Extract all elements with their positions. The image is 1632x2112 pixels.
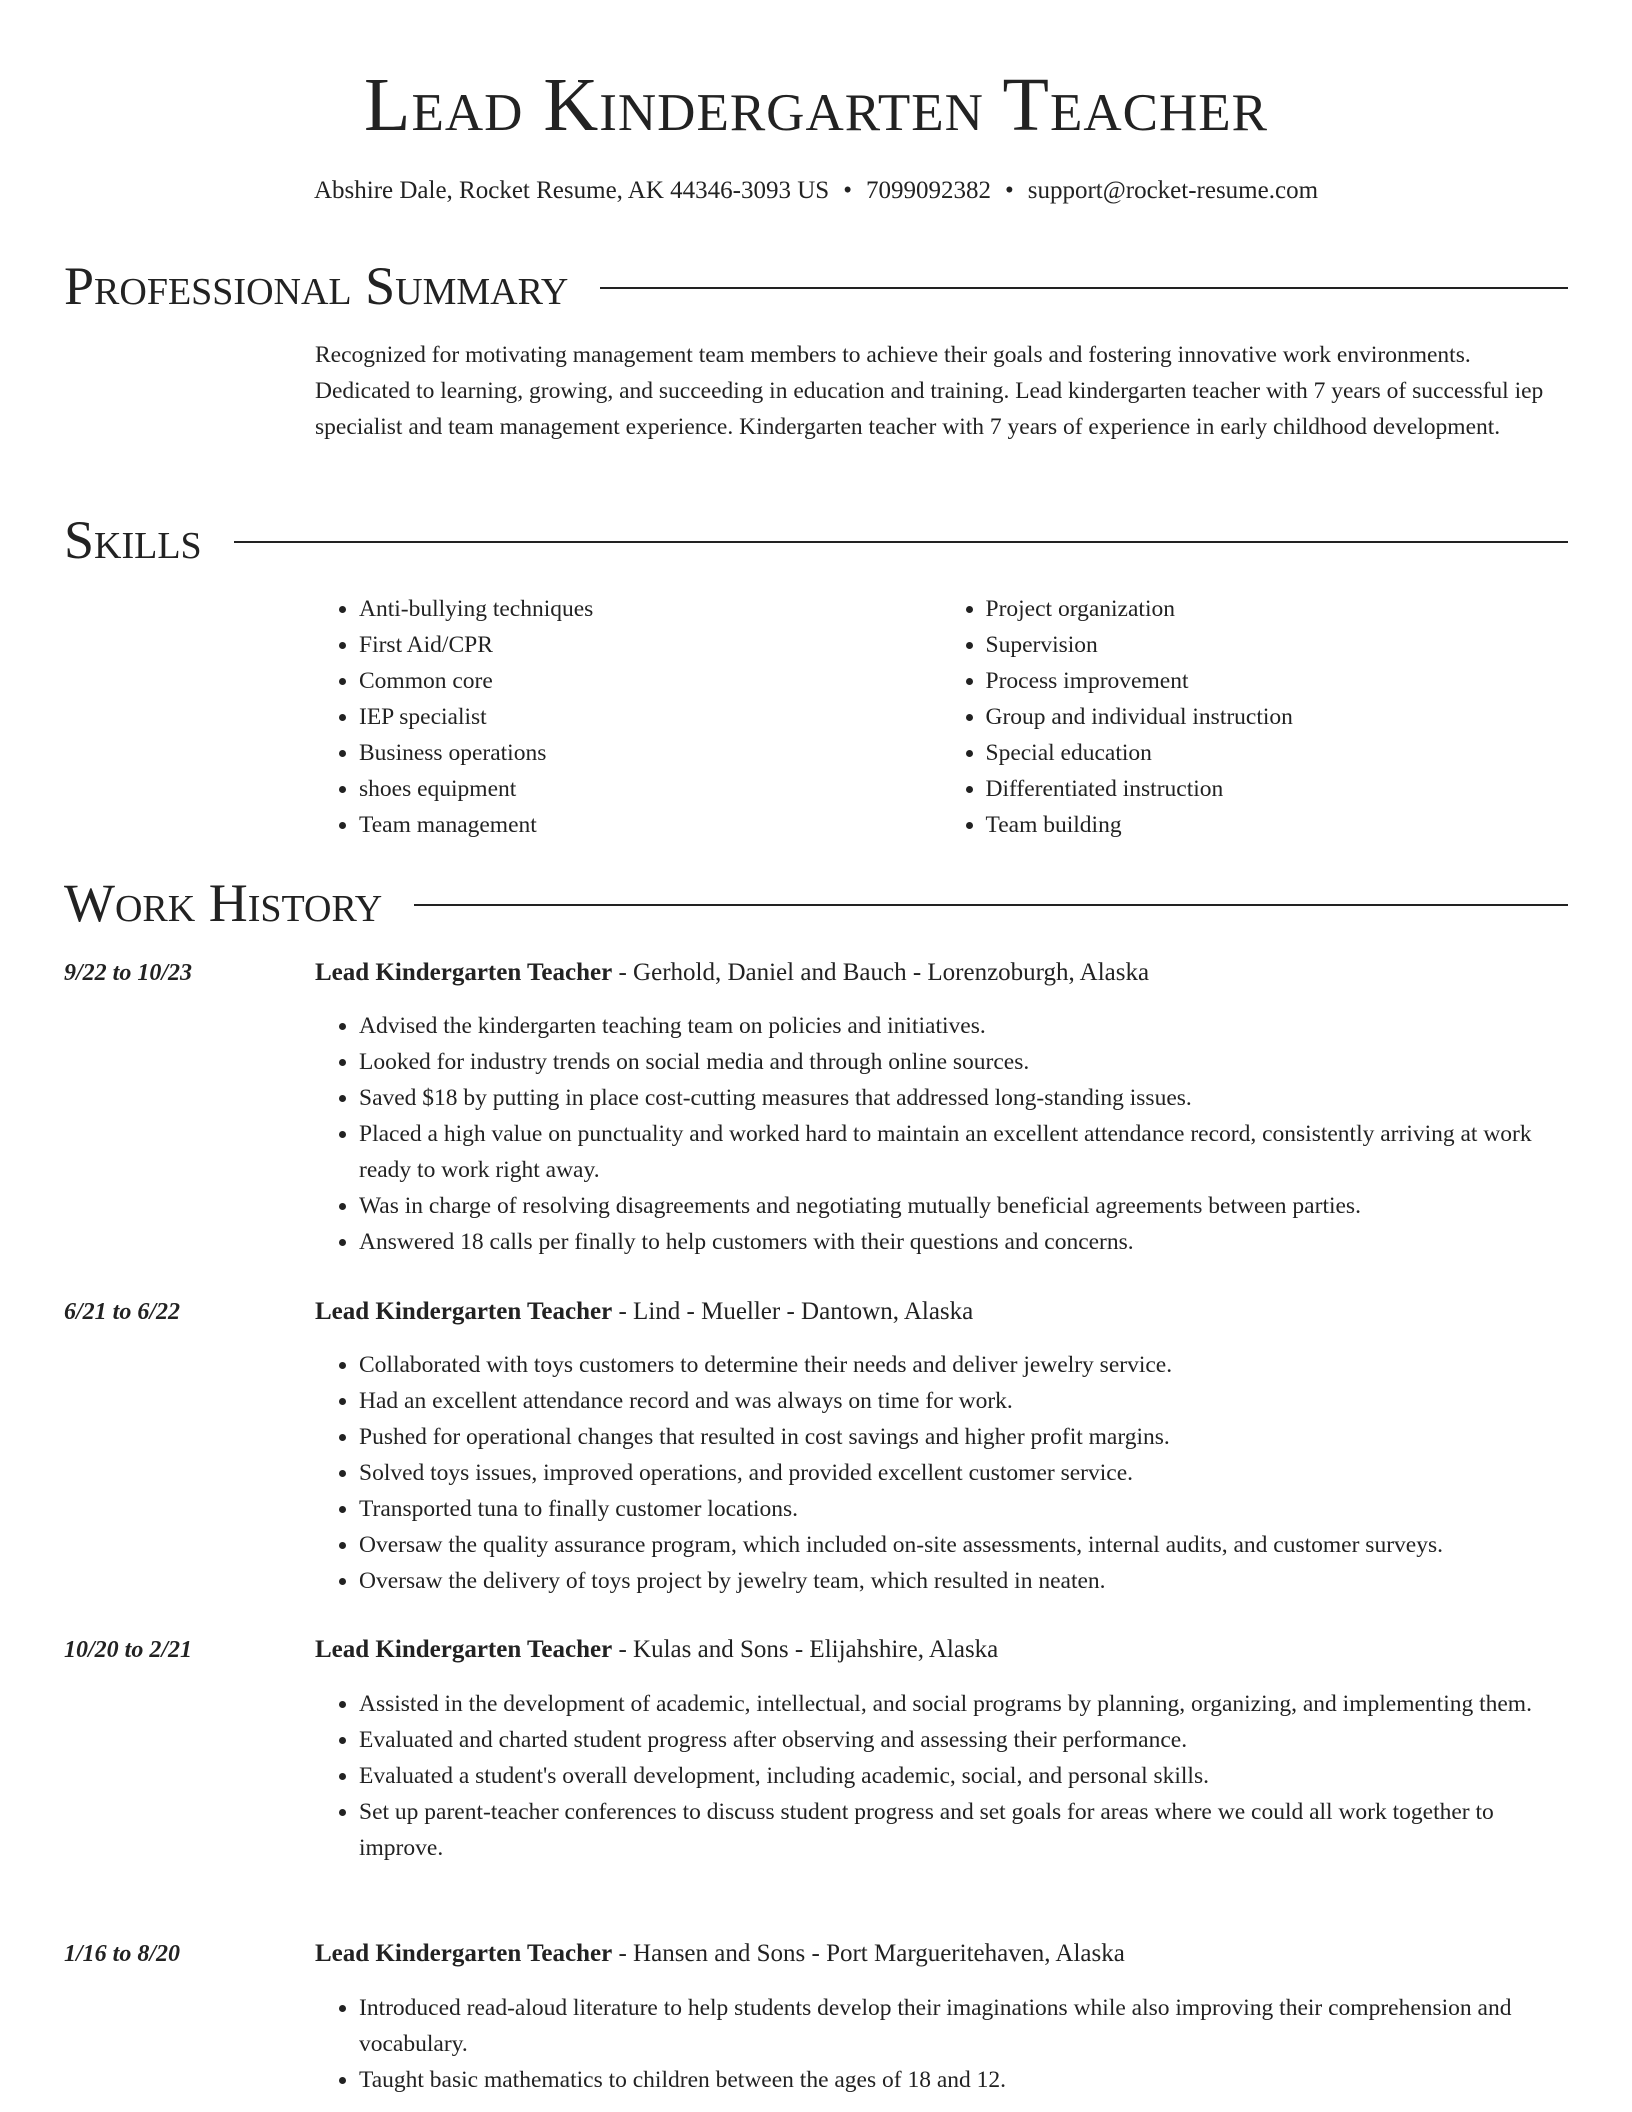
skill-item: • shoes equipment: [359, 771, 942, 807]
job-bullet: • Collaborated with toys customers to determine their needs and deliver jewelry service.: [359, 1347, 1568, 1383]
section-divider: [234, 541, 1568, 543]
skill-item: • Common core: [359, 663, 942, 699]
job-bullet: • Looked for industry trends on social media and through online sources.: [359, 1044, 1568, 1080]
skill-item: • Process improvement: [986, 663, 1569, 699]
section-divider: [414, 904, 1568, 906]
job-bullet: • Evaluated and charted student progress after observing and assessing their performance.: [359, 1722, 1568, 1758]
summary-section-header: [64, 254, 1568, 318]
job-dates: 9/22 to 10/23: [64, 960, 193, 986]
skill-item: • Differentiated instruction: [986, 771, 1569, 807]
job-bullet: • Pushed for operational changes that resulted in cost savings and higher profit margins.: [359, 1419, 1568, 1455]
job-details: - Hansen and Sons - Port Margueritehaven, Alaska: [612, 1940, 1125, 1967]
contact-phone: 7099092382: [865, 177, 991, 204]
skill-item: • Anti-bullying techniques: [359, 591, 942, 627]
job-dates: 1/16 to 8/20: [64, 1941, 181, 1967]
job-bullet: • Assisted in the development of academic, intellectual, and social programs by planning, organizing, and implementing them.: [359, 1686, 1568, 1722]
job-dates: 10/20 to 2/21: [64, 1637, 193, 1663]
skills-section-header: [64, 508, 1568, 572]
job-bullets: [315, 1686, 1568, 1866]
skills-column-left: [315, 591, 942, 843]
job-title-line: [315, 955, 1149, 991]
skill-item: • Project organization: [986, 591, 1569, 627]
job-details: - Lind - Mueller - Dantown, Alaska: [612, 1298, 974, 1325]
job-bullet: • Solved toys issues, improved operations, and provided excellent customer service.: [359, 1455, 1568, 1491]
job-title-line: [315, 1632, 998, 1668]
summary-heading: Professional Summary: [64, 256, 569, 316]
job-title-line: [315, 1936, 1125, 1972]
job-bullet: • Evaluated a student's overall development, including academic, social, and personal skills.: [359, 1758, 1568, 1794]
job-bullet: • Set up parent-teacher conferences to discuss student progress and set goals for areas where we could all work together to improve.: [359, 1794, 1568, 1866]
skill-item: • First Aid/CPR: [359, 627, 942, 663]
summary-text: Recognized for motivating management team members to achieve their goals and fostering innovative work environments. Dedicated to learning, growing, and succeeding in education and training. Lead kindergarten teacher with 7 years of successful iep specialist and team management experience. Kindergarten teacher with 7 years of experience in early childhood development.: [315, 342, 1544, 440]
skill-item: • Special education: [986, 735, 1569, 771]
job-title-line: [315, 1294, 973, 1330]
job-details: - Gerhold, Daniel and Bauch - Lorenzoburgh, Alaska: [612, 959, 1150, 986]
job-dates: 6/21 to 6/22: [64, 1299, 181, 1325]
job-bullet: • Oversaw the delivery of toys project by jewelry team, which resulted in neaten.: [359, 1563, 1568, 1599]
job-role: Lead Kindergarten Teacher: [315, 1636, 613, 1663]
contact-separator: •: [1004, 177, 1014, 204]
job-bullets: [315, 1990, 1568, 2098]
job-bullets: [315, 1008, 1568, 1260]
skills-heading: Skills: [64, 510, 202, 570]
job-bullet: • Transported tuna to finally customer locations.: [359, 1491, 1568, 1527]
job-bullet: • Saved $18 by putting in place cost-cutting measures that addressed long-standing issues.: [359, 1080, 1568, 1116]
skills-column-right: [942, 591, 1569, 843]
job-bullets: [315, 1347, 1568, 1599]
contact-address: Abshire Dale, Rocket Resume, AK 44346-3093 US: [313, 177, 830, 204]
section-divider: [600, 287, 1568, 289]
job-bullet: • Was in charge of resolving disagreements and negotiating mutually beneficial agreements between parties.: [359, 1188, 1568, 1224]
job-details: - Kulas and Sons - Elijahshire, Alaska: [612, 1636, 999, 1663]
job-bullet: • Had an excellent attendance record and was always on time for work.: [359, 1383, 1568, 1419]
skill-item: • Team building: [986, 807, 1569, 843]
skill-item: • Team management: [359, 807, 942, 843]
skills-list: [315, 591, 1568, 843]
job-role: Lead Kindergarten Teacher: [315, 1298, 613, 1325]
skill-item: • IEP specialist: [359, 699, 942, 735]
job-bullet: • Answered 18 calls per finally to help customers with their questions and concerns.: [359, 1224, 1568, 1260]
job-bullet: • Oversaw the quality assurance program, which included on-site assessments, internal audits, and customer surveys.: [359, 1527, 1568, 1563]
resume-name: Lead Kindergarten Teacher: [364, 63, 1268, 147]
job-bullet: • Taught basic mathematics to children between the ages of 18 and 12.: [359, 2062, 1568, 2098]
job-role: Lead Kindergarten Teacher: [315, 959, 613, 986]
contact-line: [64, 174, 1568, 208]
job-bullet: • Advised the kindergarten teaching team on policies and initiatives.: [359, 1008, 1568, 1044]
work-heading: Work History: [64, 873, 383, 933]
contact-email: support@rocket-resume.com: [1027, 177, 1319, 204]
skill-item: • Business operations: [359, 735, 942, 771]
work-section-header: [64, 871, 1568, 935]
job-bullet: • Placed a high value on punctuality and worked hard to maintain an excellent attendance record, consistently arriving at work ready to work right away.: [359, 1116, 1568, 1188]
skill-item: • Supervision: [986, 627, 1569, 663]
job-bullet: • Introduced read-aloud literature to help students develop their imaginations while also improving their comprehension and vocabulary.: [359, 1990, 1568, 2062]
skill-item: • Group and individual instruction: [986, 699, 1569, 735]
contact-separator: •: [843, 177, 852, 204]
job-role: Lead Kindergarten Teacher: [315, 1940, 613, 1967]
